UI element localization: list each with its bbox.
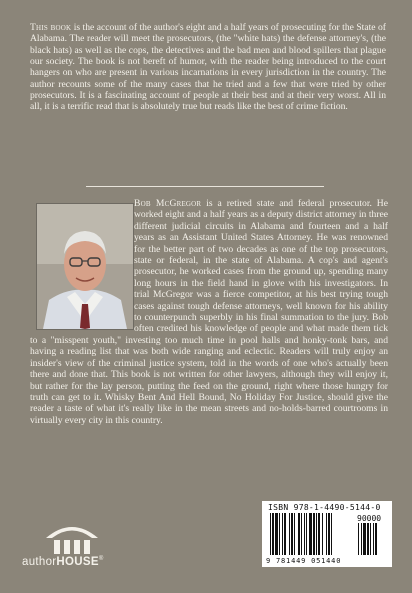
barcode-icon xyxy=(268,513,386,557)
blurb-lead: This book xyxy=(30,22,72,33)
barcode-digits: 9 781449 051440 xyxy=(266,557,342,565)
blurb-text: is the account of the author's eight and a half years of prosecuting for the State of Alabama. The reader will meet the prosecutors, (the "white hats) the defense attorney's, (the black hats) as well as the cops, the detectives and the bad men and blood spillers that plague our society. The book is not bereft of humor, with the reader being introduced to the court hangers on who are present in various incarnations in every jurisdiction in the country. The author recounts some of the many cases that he tried and a few that were tried by other prosecutors. It is a fascinating account of people at their best and at their very worst. All in all, it is a terrific read that is absolutely true but reads like the best of crime fiction. xyxy=(30,22,386,113)
barcode-panel xyxy=(262,501,392,567)
author-bio xyxy=(30,198,388,426)
registered-mark: ® xyxy=(98,556,104,563)
publisher-name-prefix: author xyxy=(22,556,57,568)
publisher-name xyxy=(22,556,104,568)
bio-text: is a retired state and federal prosecutor. He worked eight and a half years as a deputy district attorney in three different judicial circuits in Alabama and fourteen and a half years as an Assistant United States Attorney. He was renowned for the better part of two decades as one of the top prosecutors, state or federal, in the state of Alabama. A cop's and agent's prosecutor, he worked cases from the ground up, spending many long hours in the field hand in glove with his investigators. In trial McGregor was a fierce competitor, at his best trying tough cases against tough defense attorneys, well known for his ability to counterpunch superbly in his final summation to the jury. Bob often credited his knowledge of people and what made them tick to a "misspent youth," investing too much time in pool halls and honky-tonk bars, and having a reading list that was both wide ranging and eclectic. Readers will truly enjoy an insider's view of the criminal justice system, told in the words of one who's actually been there and done that. This book is not written for other lawyers, although they will enjoy it, but rather for the lay person, putting the feed on the ground, right where those hungry for truth can get to it. Whisky Bent And Hell Bound, No Holiday For Justice, should give the reader a taste of what it's really like in the mean streets and no-holds-barred courtrooms in virtually every city in this country. xyxy=(30,198,388,426)
bio-lead: Bob McGregor xyxy=(134,198,202,209)
photo-spacer xyxy=(30,198,134,334)
authorhouse-logo-icon xyxy=(30,520,110,580)
divider-rule xyxy=(86,186,324,187)
isbn-text: ISBN 978-1-4490-5144-0 xyxy=(268,503,381,512)
book-blurb xyxy=(30,22,386,113)
publisher-name-bold: HOUSE xyxy=(56,556,99,568)
price-code: 90000 xyxy=(357,514,382,523)
